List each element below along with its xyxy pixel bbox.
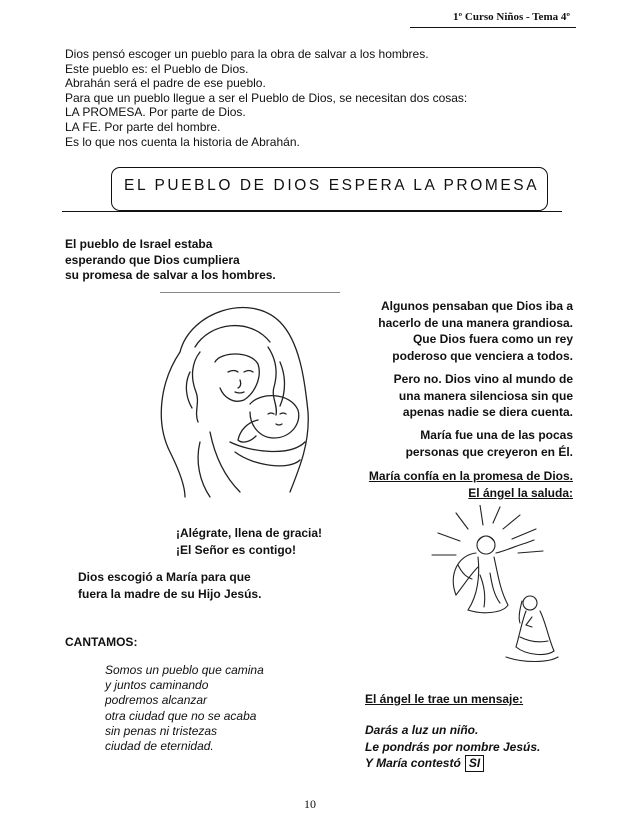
message-line: Darás a luz un niño. — [365, 723, 479, 737]
right-line: personas que creyeron en Él. — [405, 444, 573, 459]
escogio-paragraph — [78, 569, 261, 603]
song-line: y juntos caminando — [105, 678, 209, 693]
intro-line: Abrahán será el padre de ese pueblo. — [65, 76, 266, 91]
intro-line: Para que un pueblo llegue a ser el Pueblo de Dios, se necesitan dos cosas: — [65, 90, 468, 105]
song-line: ciudad de eternidad. — [105, 739, 214, 754]
answer-box: SI — [465, 755, 484, 772]
israel-paragraph — [65, 237, 276, 284]
message-heading: El ángel le trae un mensaje: — [365, 692, 524, 706]
mary-with-baby-illustration — [140, 292, 350, 502]
message-line: Y María contestó — [365, 756, 461, 770]
intro-line: Dios pensó escoger un pueblo para la obra de salvar a los hombres. — [65, 47, 429, 61]
right-line: Algunos pensaban que Dios iba a — [380, 299, 573, 313]
intro-line: Este pueblo es: el Pueblo de Dios. — [65, 61, 249, 76]
right-paragraph-1 — [340, 298, 573, 364]
greeting-line: ¡El Señor es contigo! — [176, 543, 297, 557]
right-line: apenas nadie se diera cuenta. — [402, 405, 573, 419]
intro-line: LA PROMESA. Por parte de Dios. — [65, 105, 246, 120]
maria-confia-heading: María confía en la promesa de Dios. — [368, 469, 573, 483]
israel-line: El pueblo de Israel estaba — [65, 237, 213, 251]
song-line: otra ciudad que no se acaba — [105, 708, 257, 723]
right-line: una manera silenciosa sin que — [398, 388, 573, 403]
right-paragraph-3 — [340, 427, 573, 460]
title-rule — [62, 211, 562, 212]
angel-and-mary-illustration — [408, 505, 563, 675]
song-lyrics — [105, 663, 264, 754]
message-answer-line — [365, 755, 540, 772]
israel-line: esperando que Dios cumpliera — [65, 252, 240, 267]
song-heading: CANTAMOS: — [65, 635, 138, 649]
song-line: podremos alcanzar — [105, 693, 208, 708]
angel-greeting — [176, 525, 322, 559]
page-title: EL PUEBLO DE DIOS ESPERA LA PROMESA — [124, 177, 540, 194]
intro-line: Es lo que nos cuenta la historia de Abrahán. — [65, 134, 300, 149]
page-number: 10 — [304, 797, 316, 811]
right-line: Que Dios fuera como un rey — [412, 332, 573, 346]
israel-line: su promesa de salvar a los hombres. — [65, 268, 276, 282]
escogio-line: fuera la madre de su Hijo Jesús. — [78, 587, 262, 601]
maria-confia-block — [340, 468, 573, 501]
intro-paragraph — [65, 47, 467, 149]
right-line: María fue una de las pocas — [420, 428, 573, 442]
message-line: Le pondrás por nombre Jesús. — [365, 739, 541, 754]
intro-line: LA FE. Por parte del hombre. — [65, 119, 221, 134]
angel-saluda-heading: El ángel la saluda: — [468, 485, 573, 500]
message-block — [365, 722, 540, 772]
escogio-line: Dios escogió a María para que — [78, 570, 251, 584]
song-line: Somos un pueblo que camina — [105, 663, 264, 677]
right-line: Pero no. Dios vino al mundo de — [393, 372, 573, 386]
right-line: poderoso que venciera a todos. — [392, 348, 573, 363]
song-line: sin penas ni tristezas — [105, 723, 218, 738]
right-line: hacerlo de una manera grandiosa. — [378, 315, 573, 330]
right-paragraph-2 — [340, 371, 573, 421]
course-header: 1º Curso Niños - Tema 4º — [453, 11, 570, 23]
greeting-line: ¡Alégrate, llena de gracia! — [176, 526, 323, 540]
header-underline — [410, 27, 576, 28]
